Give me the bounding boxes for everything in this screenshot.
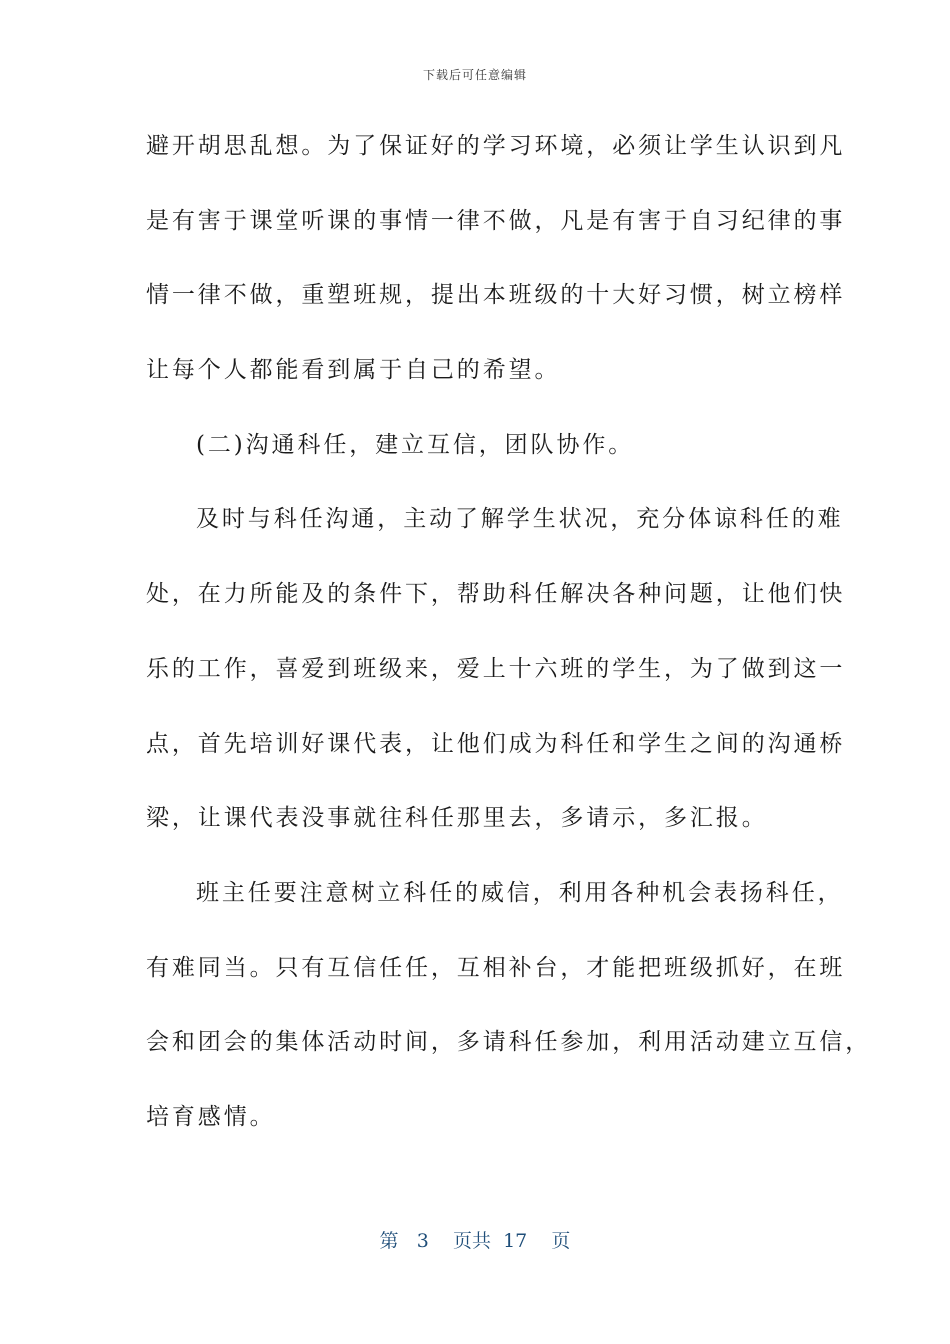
body-text	[146, 120, 872, 1166]
text-line: 梁，让课代表没事就往科任那里去，多请示，多汇报。	[146, 805, 768, 832]
header-note: 下载后可任意编辑	[422, 68, 527, 82]
text-line: 会和团会的集体活动时间，多请科任参加，利用活动建立互信，	[146, 1029, 872, 1056]
page-number: 3	[416, 1230, 429, 1252]
total-pages: 17	[503, 1230, 528, 1252]
text-line: 及时与科任沟通，主动了解学生状况，充分体谅科任的难	[196, 506, 844, 533]
text-line: 有难同当。只有互信任任，互相补台，才能把班级抓好，在班	[146, 954, 846, 981]
text-line: 乐的工作，喜爱到班级来，爱上十六班的学生，为了做到这一	[146, 655, 846, 682]
text-line: 培育感情。	[146, 1103, 276, 1130]
section-heading: (二)沟通科任，建立互信，团队协作。	[196, 431, 635, 458]
text-line: 情一律不做，重塑班规，提出本班级的十大好习惯，树立榜样	[146, 282, 846, 309]
text-line: 避开胡思乱想。为了保证好的学习环境，必须让学生认识到凡	[146, 133, 846, 159]
text-line: 是有害于课堂听课的事情一律不做，凡是有害于自习纪律的事	[146, 207, 846, 234]
text-line: 让每个人都能看到属于自己的希望。	[146, 357, 561, 384]
text-line: 处，在力所能及的条件下，帮助科任解决各种问题，让他们快	[146, 581, 846, 608]
text-line: 点，首先培训好课代表，让他们成为科任和学生之间的沟通桥	[146, 730, 846, 757]
page-suffix: 页	[551, 1230, 571, 1252]
page-footer	[0, 1226, 950, 1253]
page-prefix: 第	[379, 1230, 399, 1252]
text-line: 班主任要注意树立科任的威信，利用各种机会表扬科任，	[196, 879, 844, 906]
page-mid: 页共	[452, 1230, 491, 1252]
